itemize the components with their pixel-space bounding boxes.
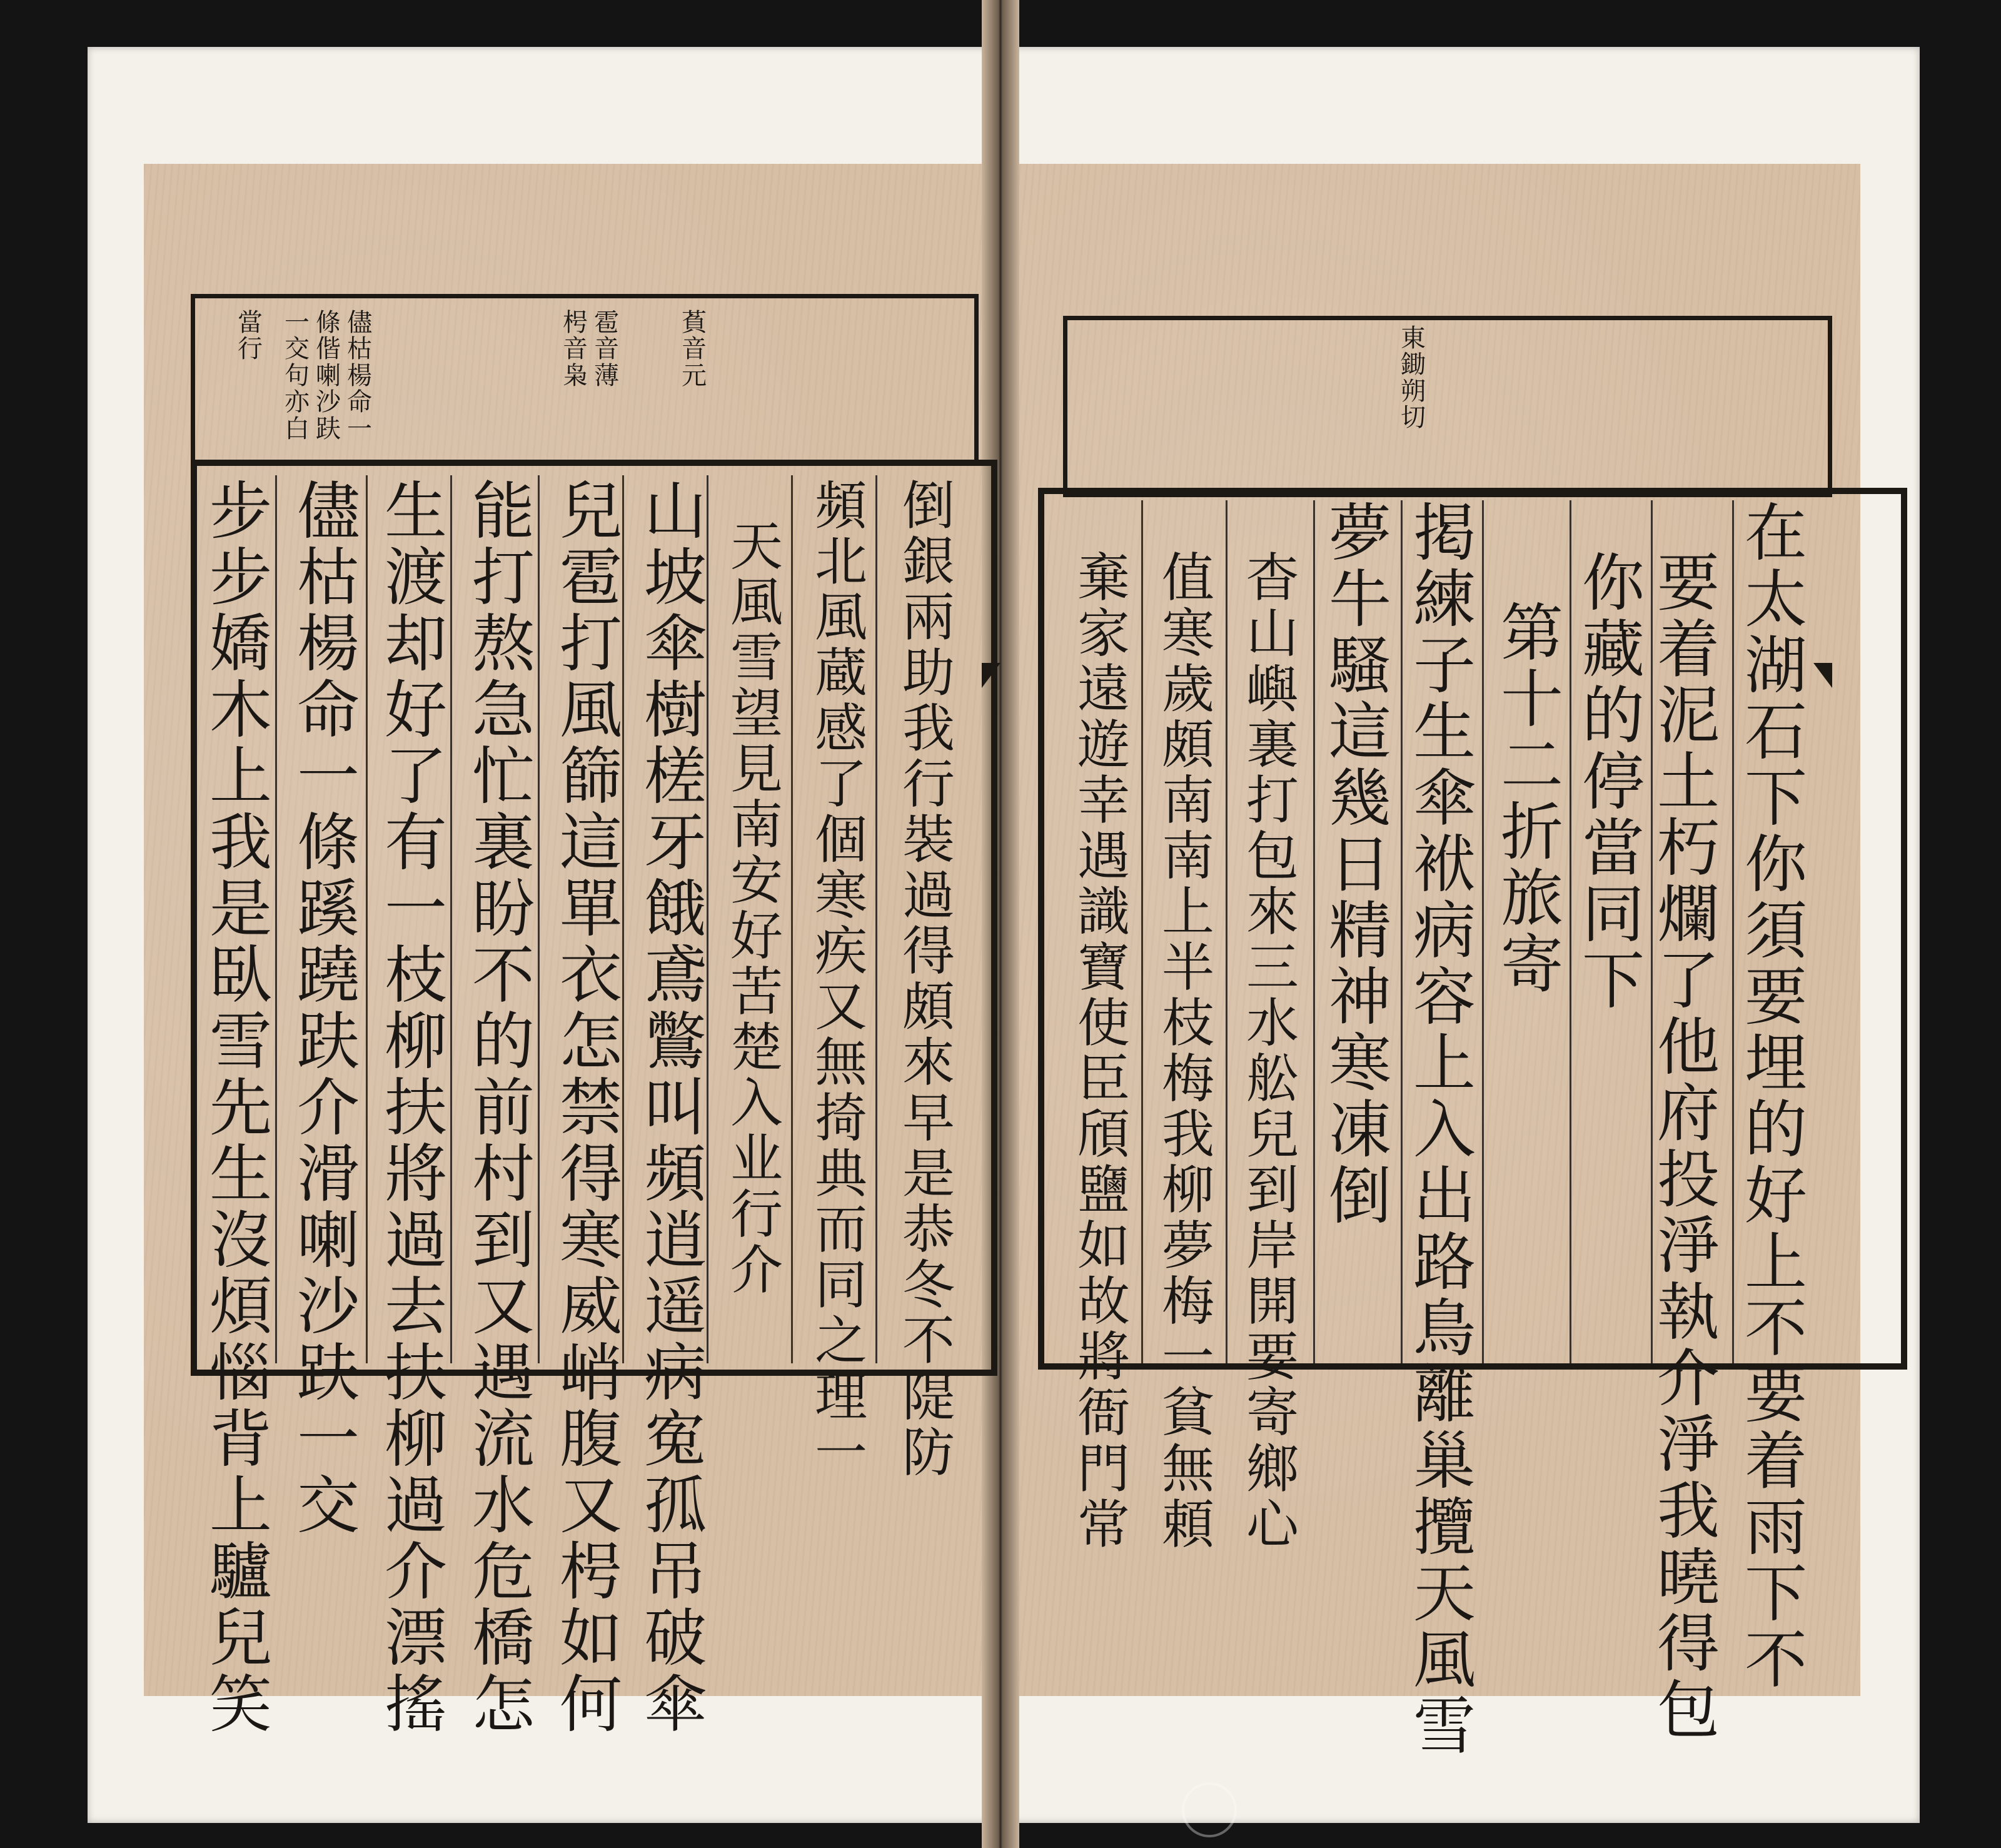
right-header-note-box: [1063, 316, 1832, 497]
left-column-rule: [450, 475, 452, 1363]
left-column-4: 山 坡 傘 樹 槎 牙 餓 鳶 鷩 叫 頻 逍 遥 病 寃 孤 吊 破 傘: [644, 475, 707, 1741]
right-column-rule: [1141, 500, 1143, 1363]
right-column-8: 值 寒 歲 頗 南 南 上 半 枝 梅 我 柳 夢 梅 一 貧 無 頼: [1161, 547, 1214, 1555]
right-column-rule: [1313, 500, 1315, 1363]
right-column-1: 在 太 湖 石 下 你 須 要 埋 的 好 上 不 要 着 雨 下 不: [1745, 497, 1807, 1697]
right-column-5: 掲 練 子 生 傘 袱 病 容 上 入 出 路 鳥 離 巢 攬 天 風 雪: [1413, 497, 1476, 1763]
library-seal-icon: [1182, 1782, 1237, 1837]
left-note-7: 當 行: [238, 308, 263, 364]
right-column-rule: [1732, 500, 1734, 1363]
left-note-2: 雹 音 薄: [594, 308, 619, 390]
right-column-rule: [1570, 500, 1571, 1363]
right-column-9: 棄 家 遠 遊 幸 遇 識 寶 使 臣 頎 鹽 如 故 將 衙 門 常: [1077, 547, 1130, 1555]
left-fish-tail: [982, 663, 1001, 713]
left-column-1: 倒 銀 兩 助 我 行 裝 過 得 頗 來 早 是 恭 冬 不 隄 防: [902, 475, 955, 1483]
right-fish-tail: [1813, 663, 1832, 713]
left-note-4: 儘 枯 楊 命 一: [347, 308, 372, 443]
right-column-rule: [1226, 500, 1227, 1363]
left-column-7: 生 渡 却 好 了 有 一 枝 柳 扶 將 過 去 扶 柳 過 介 漂 搖: [385, 475, 447, 1741]
right-column-2: 要 着 泥 土 朽 爛 了 他 府 投 淨 執 介 淨 我 曉 得 包: [1657, 547, 1720, 1747]
left-column-6: 能 打 熬 急 忙 裏 盼 不 的 前 村 到 又 遇 流 水 危 橋 怎: [472, 475, 535, 1741]
left-column-rule: [791, 475, 793, 1363]
left-column-3: 天 風 雪 望 見 南 安 好 苦 楚 入 业 行 介: [730, 516, 783, 1301]
right-column-7: 杳 山 嶼 裏 打 包 來 三 水 舩 兒 到 岸 開 要 寄 鄉 心: [1246, 547, 1299, 1555]
right-column-4: 第 十 二 折 旅 寄: [1501, 597, 1563, 1001]
right-column-6: 夢 牛 騷 這 幾 日 精 神 寒 凍 倒: [1329, 497, 1391, 1233]
right-column-rule: [1482, 500, 1484, 1363]
left-column-rule: [366, 475, 368, 1363]
left-note-1: 萯 音 元: [682, 308, 707, 390]
right-column-rule: [1651, 500, 1653, 1363]
right-column-rule: [1401, 500, 1403, 1363]
left-note-6: 一 交 句 亦 白: [285, 308, 310, 443]
left-column-9: 步 步 嬌 木 上 我 是 臥 雪 先 生 沒 煩 惱 背 上 驢 兒 笑: [209, 475, 272, 1741]
left-note-3: 枵 音 枭: [563, 308, 588, 390]
right-column-3: 你 藏 的 停 當 同 下: [1582, 547, 1645, 1017]
left-column-rule: [875, 475, 877, 1363]
left-note-5: 條 偕 喇 沙 趺: [316, 308, 341, 443]
left-column-rule: [707, 475, 708, 1363]
left-column-8: 儘 枯 楊 命 一 條 蹊 蹺 趺 介 滑 喇 沙 趺 一 交: [297, 475, 360, 1542]
left-column-5: 兒 雹 打 風 篩 這 單 衣 怎 禁 得 寒 威 峭 腹 又 枵 如 何: [560, 475, 622, 1741]
right-note-1: 東 鋤 朔 切: [1401, 324, 1426, 433]
left-column-2: 頻 北 風 蔵 感 了 個 寒 疾 又 無 掎 典 而 同 之 理 一: [814, 475, 867, 1483]
left-column-rule: [275, 475, 277, 1363]
left-column-rule: [538, 475, 540, 1363]
left-column-rule: [622, 475, 624, 1363]
